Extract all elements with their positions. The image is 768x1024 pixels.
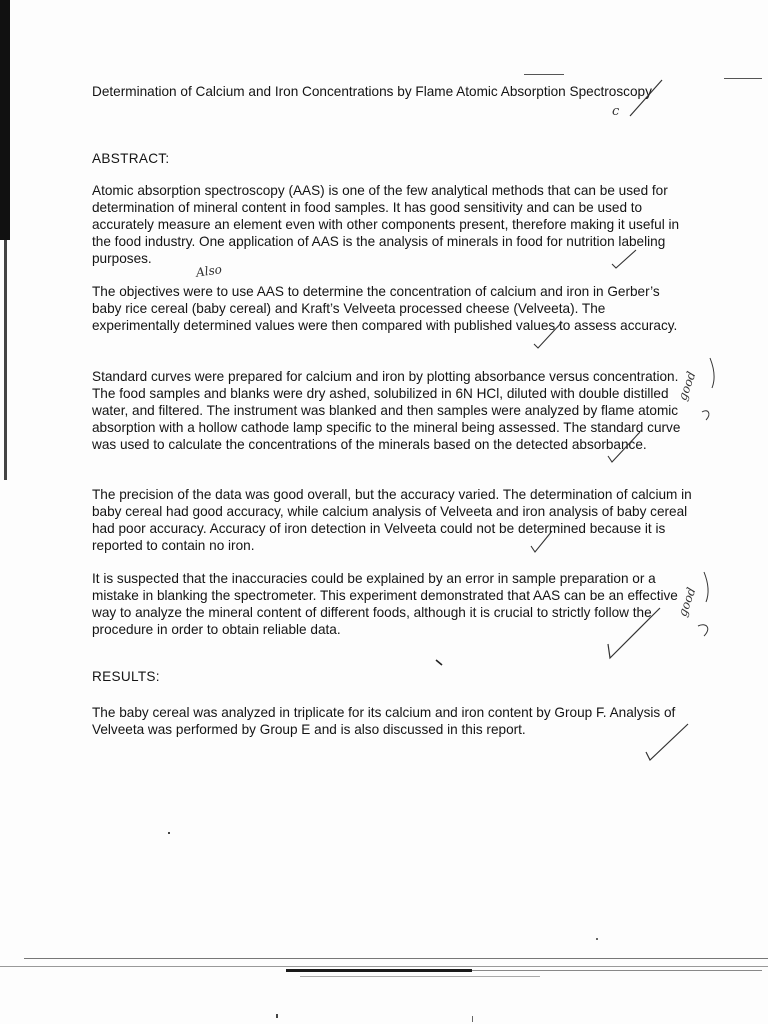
scan-line-4 [472, 970, 762, 971]
top-stray-line-2 [724, 78, 762, 79]
results-paragraph: The baby cereal was analyzed in triplicate for its calcium and iron content by Group F. Analysis of Velveeta was performed by Group E and is also discussed in this report. [92, 705, 676, 737]
abstract-paragraph-1: Atomic absorption spectroscopy (AAS) is one of the few analytical methods that can be used for determination of mineral content in food samples. It has good sensitivity and can be used to accurately measure an element even with other components present, therefore making it useful in the food industry. One application of AAS is the analysis of minerals in food for nutrition labeling purposes. [92, 183, 680, 266]
margin-note-good-2: good [675, 585, 699, 619]
scan-edge-shadow [0, 0, 10, 240]
stray-dot-4 [472, 1016, 473, 1022]
stray-dot-2 [596, 938, 598, 940]
scan-line-3 [286, 969, 472, 972]
abstract-heading: ABSTRACT: [92, 151, 170, 166]
title-check-letter: c [612, 104, 620, 119]
results-heading: RESULTS: [92, 669, 160, 684]
stray-dot-1 [168, 832, 170, 834]
margin-bracket-2 [694, 570, 724, 640]
top-stray-line-1 [524, 74, 564, 75]
scan-edge-line [4, 240, 7, 480]
scan-line-5 [300, 976, 540, 977]
scan-line-1 [24, 958, 768, 959]
document-title: Determination of Calcium and Iron Concentrations by Flame Atomic Absorption Spectroscopy [92, 84, 652, 99]
scan-line-2 [0, 966, 768, 967]
stray-dot-3 [276, 1014, 278, 1018]
margin-bracket-1 [694, 356, 724, 426]
margin-note-also: Also [195, 262, 223, 280]
abstract-paragraph-4: The precision of the data was good overall, but the accuracy varied. The determination of calcium in baby cereal had good accuracy, while calcium analysis of Velveeta and iron analysis of baby cereal had poor accuracy. Accuracy of iron detection in Velveeta could not be determined because it is reported to contain no iron. [92, 487, 692, 553]
margin-note-good-1: good [675, 369, 699, 403]
abstract-paragraph-3: Standard curves were prepared for calcium and iron by plotting absorbance versus concentration. The food samples and blanks were dry ashed, solubilized in 6N HCl, diluted with double distilled water, and filtered. The instrument was blanked and then samples were analyzed by flame atomic absorption with a hollow cathode lamp specific to the mineral being assessed. The standard curve was used to calculate the concentrations of the minerals based on the detected absorbance. [92, 369, 681, 452]
abstract-paragraph-2: The objectives were to use AAS to determine the concentration of calcium and iron in Gerber’s baby rice cereal (baby cereal) and Kraft’s Velveeta processed cheese (Velveeta). The experimentally determined values were then compared with published values to assess accuracy. [92, 284, 678, 333]
abstract-paragraph-5: It is suspected that the inaccuracies could be explained by an error in sample preparation or a mistake in blanking the spectrometer. This experiment demonstrated that AAS can be an effective way to analyze the mineral content of different foods, although it is crucial to strictly follow the procedure in order to obtain reliable data. [92, 571, 678, 637]
stray-pen-mark [434, 658, 444, 668]
